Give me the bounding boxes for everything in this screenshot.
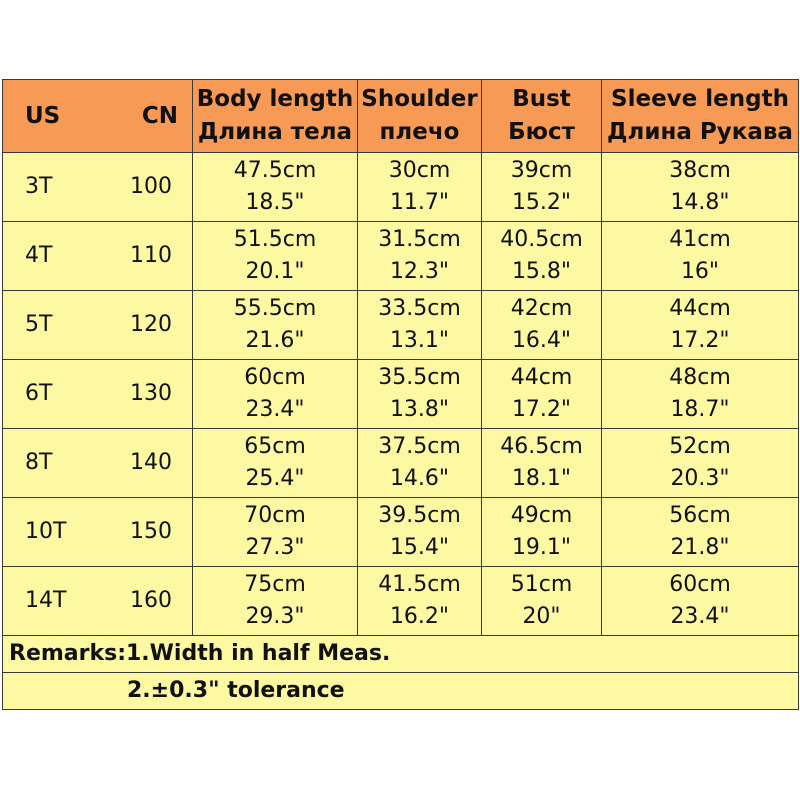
body-length-inch: 27.3"	[245, 535, 305, 560]
sleeve-length-cm: 52cm	[669, 434, 731, 459]
table-row	[3, 222, 799, 291]
body-length-cell	[193, 498, 358, 567]
size-cn-cell: 140	[101, 429, 193, 498]
shoulder-cell	[358, 222, 482, 291]
body-length-cm: 65cm	[244, 434, 306, 459]
header-row	[3, 80, 799, 153]
bust-cm: 40.5cm	[500, 227, 583, 252]
table-row	[3, 291, 799, 360]
body-length-inch: 29.3"	[245, 604, 305, 629]
bust-cell	[482, 153, 602, 222]
shoulder-inch: 16.2"	[389, 604, 450, 629]
bust-inch: 17.2"	[511, 397, 572, 422]
body-length-inch: 23.4"	[245, 397, 305, 422]
body-length-cm: 60cm	[244, 365, 306, 390]
sleeve-length-cm: 48cm	[669, 365, 731, 390]
body-length-cm: 51.5cm	[233, 227, 317, 252]
shoulder-cell	[358, 153, 482, 222]
sleeve-length-cell	[602, 429, 799, 498]
sleeve-length-cell	[602, 222, 799, 291]
remarks-row-2	[3, 673, 799, 710]
remarks-line-2: 2.±0.3" tolerance	[3, 673, 799, 710]
bust-cm: 39cm	[510, 158, 573, 183]
shoulder-inch: 14.6"	[389, 466, 450, 491]
header-bust: Bust Бюст	[482, 80, 602, 153]
sleeve-length-cell	[602, 360, 799, 429]
shoulder-cell	[358, 291, 482, 360]
size-us-cell: 3T	[3, 153, 101, 222]
header-us: US	[3, 80, 101, 153]
shoulder-cell	[358, 429, 482, 498]
sleeve-length-cell	[602, 291, 799, 360]
remarks-row-1	[3, 636, 799, 673]
size-table	[2, 79, 799, 710]
sleeve-length-cm: 41cm	[669, 227, 731, 252]
sleeve-length-inch: 21.8"	[670, 535, 730, 560]
sleeve-length-inch: 17.2"	[670, 328, 730, 353]
size-us-cell: 5T	[3, 291, 101, 360]
size-cn-cell: 160	[101, 567, 193, 636]
bust-cell	[482, 291, 602, 360]
body-length-inch: 21.6"	[245, 328, 305, 353]
sleeve-length-inch: 23.4"	[670, 604, 730, 629]
size-cn-cell: 120	[101, 291, 193, 360]
body-length-cm: 70cm	[244, 503, 306, 528]
shoulder-cell	[358, 567, 482, 636]
shoulder-cm: 31.5cm	[378, 227, 461, 252]
shoulder-inch: 13.1"	[389, 328, 450, 353]
size-us-cell: 14T	[3, 567, 101, 636]
shoulder-inch: 12.3"	[389, 259, 450, 284]
header-body-length: Body length Длина тела	[193, 80, 358, 153]
body-length-cell	[193, 567, 358, 636]
table-row	[3, 567, 799, 636]
sleeve-length-cm: 60cm	[669, 572, 731, 597]
body-length-cell	[193, 222, 358, 291]
size-us-cell: 6T	[3, 360, 101, 429]
body-length-cell	[193, 429, 358, 498]
remarks-line-1: Remarks:1.Width in half Meas.	[3, 636, 799, 673]
table-row	[3, 429, 799, 498]
body-length-cell	[193, 360, 358, 429]
body-length-cell	[193, 291, 358, 360]
shoulder-cm: 41.5cm	[378, 572, 461, 597]
bust-cm: 49cm	[510, 503, 573, 528]
bust-cm: 51cm	[510, 572, 573, 597]
sleeve-length-cell	[602, 498, 799, 567]
shoulder-inch: 11.7"	[389, 190, 450, 215]
body-length-cm: 75cm	[244, 572, 306, 597]
table-row	[3, 498, 799, 567]
sleeve-length-inch: 16"	[680, 259, 720, 284]
shoulder-inch: 13.8"	[389, 397, 450, 422]
bust-cell	[482, 498, 602, 567]
size-cn-cell: 110	[101, 222, 193, 291]
shoulder-cm: 39.5cm	[378, 503, 461, 528]
bust-inch: 15.8"	[511, 259, 572, 284]
bust-inch: 15.2"	[511, 190, 572, 215]
header-shoulder: Shoulder плечо	[358, 80, 482, 153]
size-cn-cell: 130	[101, 360, 193, 429]
size-us-cell: 4T	[3, 222, 101, 291]
shoulder-cm: 33.5cm	[378, 296, 461, 321]
body-length-inch: 18.5"	[245, 190, 305, 215]
table-row	[3, 360, 799, 429]
header-cn: CN	[101, 80, 193, 153]
bust-cell	[482, 567, 602, 636]
header-sleeve-length: Sleeve length Длина Рукава	[602, 80, 799, 153]
bust-cell	[482, 429, 602, 498]
shoulder-cm: 37.5cm	[378, 434, 461, 459]
bust-inch: 16.4"	[511, 328, 572, 353]
size-cn-cell: 150	[101, 498, 193, 567]
sleeve-length-cell	[602, 153, 799, 222]
shoulder-cell	[358, 360, 482, 429]
bust-inch: 20"	[522, 604, 561, 629]
table-row	[3, 153, 799, 222]
shoulder-cm: 35.5cm	[378, 365, 461, 390]
bust-cm: 44cm	[510, 365, 573, 390]
body-length-cell	[193, 153, 358, 222]
bust-inch: 18.1"	[511, 466, 572, 491]
sleeve-length-inch: 14.8"	[670, 190, 730, 215]
body-length-inch: 20.1"	[245, 259, 305, 284]
bust-cell	[482, 222, 602, 291]
body-length-cm: 55.5cm	[233, 296, 317, 321]
size-rows	[3, 153, 799, 636]
sleeve-length-inch: 18.7"	[670, 397, 730, 422]
body-length-cm: 47.5cm	[233, 158, 317, 183]
bust-cell	[482, 360, 602, 429]
sleeve-length-inch: 20.3"	[670, 466, 730, 491]
size-us-cell: 8T	[3, 429, 101, 498]
sleeve-length-cm: 56cm	[669, 503, 731, 528]
size-us-cell: 10T	[3, 498, 101, 567]
size-cn-cell: 100	[101, 153, 193, 222]
sleeve-length-cell	[602, 567, 799, 636]
bust-cm: 46.5cm	[500, 434, 583, 459]
bust-inch: 19.1"	[511, 535, 572, 560]
sleeve-length-cm: 38cm	[669, 158, 731, 183]
sleeve-length-cm: 44cm	[669, 296, 731, 321]
bust-cm: 42cm	[510, 296, 573, 321]
shoulder-cm: 30cm	[388, 158, 451, 183]
shoulder-cell	[358, 498, 482, 567]
body-length-inch: 25.4"	[245, 466, 305, 491]
shoulder-inch: 15.4"	[389, 535, 450, 560]
size-chart	[2, 79, 798, 710]
